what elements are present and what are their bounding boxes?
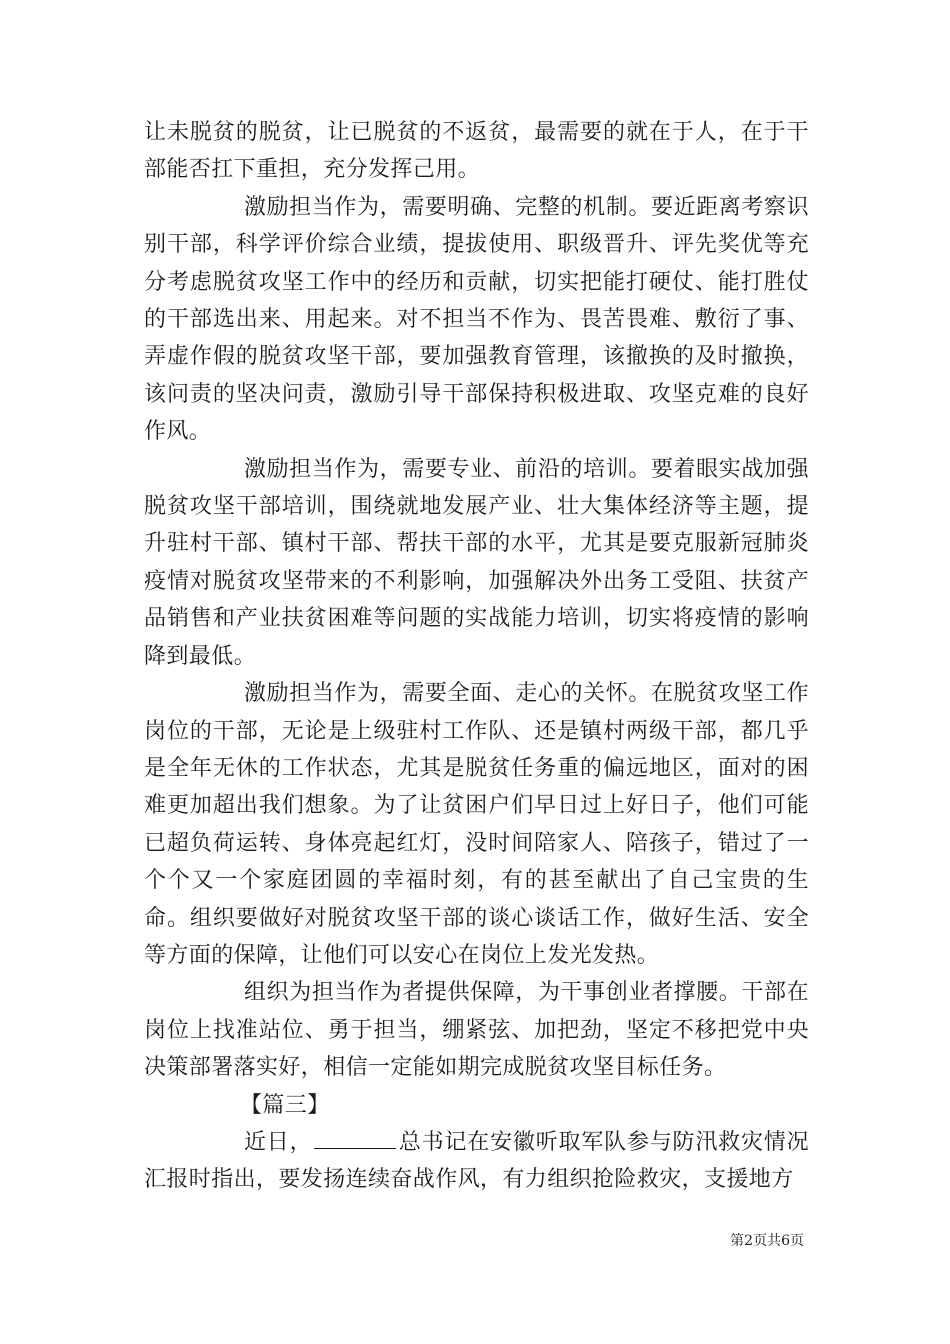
paragraph-1: 让未脱贫的脱贫，让已脱贫的不返贫，最需要的就在于人，在于干部能否扛下重担，充分发挥己用。: [144, 120, 809, 183]
paragraph-4: 激励担当作为，需要全面、走心的关怀。在脱贫攻坚工作岗位的干部，无论是上级驻村工作队、还是镇村两级干部，都几乎是全年无休的工作状态，尤其是脱贫任务重的偏远地区，面对的困难更加超出我们想象。为了让贫困户们早日过上好日子，他们可能已超负荷运转、身体亮起红灯，没时间陪家人、陪孩子，错过了一个个又一个家庭团圆的幸福时刻，有的甚至献出了自己宝贵的生命。组织要做好对脱贫攻坚干部的谈心谈话工作，做好生活、安全等方面的保障，让他们可以安心在岗位上发光发热。: [144, 681, 809, 968]
section-heading: 【篇三】: [240, 1092, 330, 1118]
paragraph-2: 激励担当作为，需要明确、完整的机制。要近距离考察识别干部，科学评价综合业绩，提拔使用、职级晋升、评先奖优等充分考虑脱贫攻坚工作中的经历和贡献，切实把能打硬仗、能打胜仗的干部选出来、用起来。对不担当不作为、畏苦畏难、敷衍了事、弄虚作假的脱贫攻坚干部，要加强教育管理，该撤换的及时撤换，该问责的坚决问责，激励引导干部保持积极进取、攻坚克难的良好作风。: [144, 194, 809, 445]
paragraph-3: 激励担当作为，需要专业、前沿的培训。要着眼实战加强脱贫攻坚干部培训，围绕就地发展产业、壮大集体经济等主题，提升驻村干部、镇村干部、帮扶干部的水平，尤其是要克服新冠肺炎疫情对脱贫攻坚带来的不利影响，加强解决外出务工受阻、扶贫产品销售和产业扶贫困难等问题的实战能力培训，切实将疫情的影响降到最低。: [144, 456, 809, 669]
paragraph-6: [144, 1124, 809, 1199]
document-body: [144, 114, 809, 1199]
page-number-footer: 第2页共6页: [730, 1233, 804, 1249]
paragraph-5: 组织为担当作为者提供保障，为干事创业者撑腰。干部在岗位上找准站位、勇于担当，绷紧弦、加把劲，坚定不移把党中央决策部署落实好，相信一定能如期完成脱贫攻坚目标任务。: [144, 980, 809, 1081]
fill-in-blank: [314, 1128, 396, 1149]
paragraph-6-rest: 总书记在安徽听取军队参与防汛救灾情况汇报时指出，要发扬连续奋战作风，有力组织抢险救灾，支援地方: [144, 1129, 810, 1193]
paragraph-6-start: 近日，: [244, 1129, 313, 1155]
